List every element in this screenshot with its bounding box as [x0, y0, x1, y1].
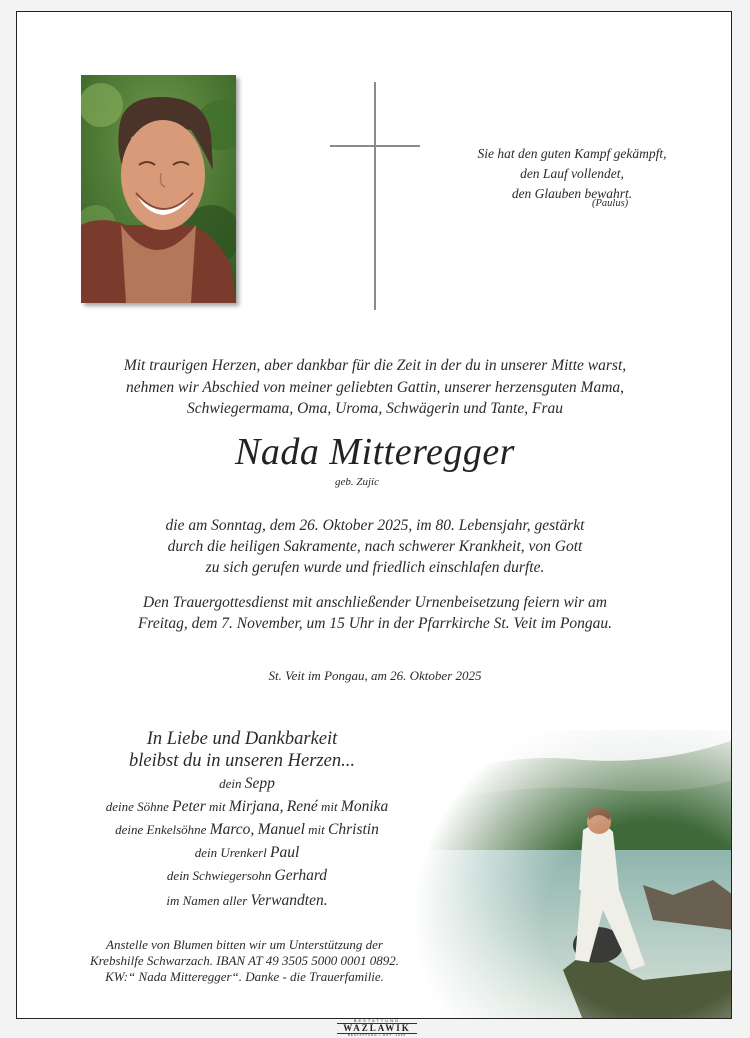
funeral-service — [17, 592, 732, 634]
intro-line: Mit traurigen Herzen, aber dankbar für die Zeit in der du in unserer Mitte warst, — [123, 357, 627, 374]
death-line: zu sich gerufen wurde und friedlich einschlafen durfte. — [205, 559, 545, 576]
cross-vertical-beam — [374, 82, 376, 310]
intro-line: Schwiegermama, Oma, Uroma, Schwägerin und Tante, Frau — [186, 400, 563, 417]
logo-top-text: BESTATTUNG — [353, 1018, 401, 1023]
quote-source: (Paulus) — [592, 198, 629, 209]
love-line: bleibst du in unseren Herzen... — [129, 751, 355, 771]
relative-name: Mirjana, — [228, 798, 284, 815]
relation-connector: mit — [321, 799, 338, 814]
relative-name: Peter — [172, 798, 206, 815]
landscape-image — [413, 730, 732, 1019]
logo-main-text: WAZLAWIK — [337, 1023, 417, 1034]
quote-line: den Glauben bewahrt. — [511, 186, 633, 201]
relation-prefix: im Namen aller — [166, 893, 248, 908]
intro-text — [17, 355, 732, 420]
service-line: Den Trauergottesdienst mit anschließender Urnenbeisetzung feiern wir am — [143, 594, 607, 611]
portrait-image — [81, 75, 236, 303]
family-sons — [57, 798, 437, 816]
donation-request — [57, 937, 432, 985]
relative-name: Christin — [328, 821, 379, 838]
quote-line: den Lauf vollendet, — [520, 166, 624, 181]
relation-prefix: dein — [219, 776, 242, 791]
family-relatives — [57, 892, 437, 910]
relation-connector: mit — [208, 799, 226, 814]
place-date: St. Veit im Pongau, am 26. Oktober 2025 — [268, 668, 482, 683]
quote-line: Sie hat den guten Kampf gekämpft, — [477, 146, 667, 161]
relative-name: René — [286, 798, 318, 815]
relative-name: Verwandten. — [250, 892, 328, 909]
family-great-grandson — [57, 844, 437, 862]
logo-bottom-text: BESTATTUNG • EST. 1990 — [347, 1033, 407, 1037]
death-line: durch die heiligen Sakramente, nach schwerer Krankheit, von Gott — [167, 538, 583, 555]
donation-line: KW:“ Nada Mitteregger“. Danke - die Trauerfamilie. — [105, 969, 384, 984]
love-line: In Liebe und Dankbarkeit — [146, 729, 338, 749]
relation-prefix: deine Enkelsöhne — [115, 822, 207, 837]
service-line: Freitag, dem 7. November, um 15 Uhr in der Pfarrkirche St. Veit im Pongau. — [137, 615, 613, 632]
portrait-photo — [81, 75, 236, 303]
death-line: die am Sonntag, dem 26. Oktober 2025, im 80. Lebensjahr, gestärkt — [165, 517, 585, 534]
deceased-name: Nada Mitteregger — [235, 431, 515, 473]
family-husband — [57, 775, 437, 793]
cross-horizontal-beam — [330, 145, 420, 147]
parte-sheet — [16, 11, 732, 1019]
relative-name: Gerhard — [274, 867, 328, 884]
bible-quote — [447, 144, 697, 204]
love-dedication — [107, 728, 377, 772]
death-notice — [17, 515, 732, 578]
relative-name: Sepp — [244, 775, 275, 792]
intro-line: nehmen wir Abschied von meiner geliebten Gattin, unserer herzensguten Mama, — [125, 378, 625, 396]
relative-name: Marco, — [209, 821, 255, 838]
family-son-in-law — [57, 867, 437, 885]
donation-line: Krebshilfe Schwarzach. IBAN AT 49 3505 5000 0001 0892. — [89, 953, 400, 968]
relative-name: Monika — [340, 798, 389, 815]
funeral-home-logo — [337, 1019, 417, 1035]
maiden-name: geb. Zujic — [335, 476, 379, 488]
family-grandsons — [57, 821, 437, 839]
relation-connector: mit — [308, 822, 325, 837]
relative-name: Paul — [270, 844, 300, 861]
lake-landscape-photo — [413, 730, 732, 1019]
relation-prefix: dein Schwiegersohn — [166, 868, 272, 883]
relation-prefix: dein Urenkerl — [194, 845, 267, 860]
donation-line: Anstelle von Blumen bitten wir um Unterstützung der — [106, 937, 383, 952]
relative-name: Manuel — [257, 821, 305, 838]
relation-prefix: deine Söhne — [105, 799, 169, 814]
